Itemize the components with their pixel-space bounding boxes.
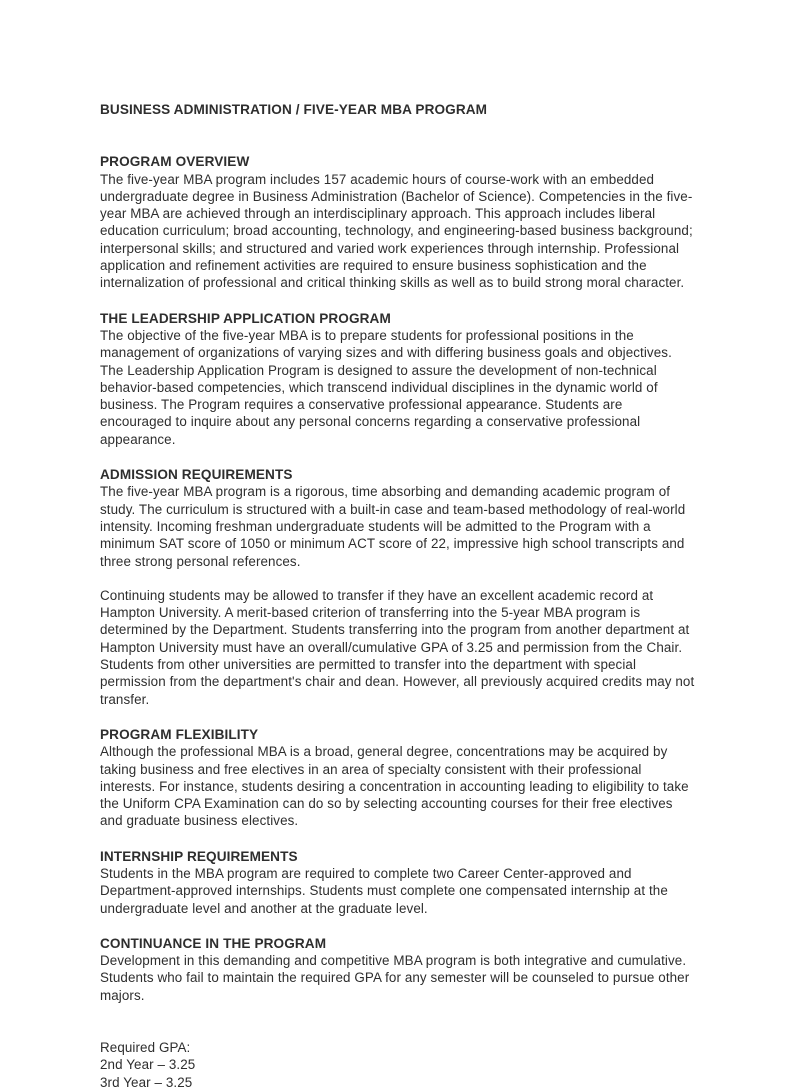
section-continuance-in-the-program [100,935,697,1004]
paragraph: Continuing students may be allowed to transfer if they have an excellent academic record at Hampton University. A merit-based criterion of transferring into the 5-year MBA program is determined by the Department. Students transferring into the program from another department at Hampton University must have an overall/cumulative GPA of 3.25 and permission from the Chair. Students from other universities are permitted to transfer into the department with special permission from the department's chair and dean. However, all previously acquired credits may not transfer. [100,587,695,707]
paragraph: The objective of the five-year MBA is to prepare students for professional positions in the management of organizations of varying sizes and with differing business goals and objectives. The Leadership Application Program is designed to assure the development of non-technical behavior-based competencies, which transcend individual disciplines in the dynamic world of business. The Program requires a conservative professional appearance. Students are encouraged to inquire about any personal concerns regarding a conservative professional appearance. [100,327,672,447]
paragraph: The five-year MBA program is a rigorous, time absorbing and demanding academic program of study. The curriculum is structured with a built-in case and team-based methodology of real-world intensity. Incoming freshman undergraduate students will be admitted to the Program with a minimum SAT score of 1050 or minimum ACT score of 22, impressive high school transcripts and three strong personal references. [100,484,686,569]
section-heading: ADMISSION REQUIREMENTS [100,467,293,483]
paragraph: Students in the MBA program are required to complete two Career Center-approved and Department-approved internships. Students must complete one compensated internship at the undergraduate level and another at the graduate level. [100,865,668,916]
paragraph: Although the professional MBA is a broad, general degree, concentrations may be acquired by taking business and free electives in an area of specialty consistent with their professional interests. For instance, students desiring a concentration in accounting leading to eligibility to take the Uniform CPA Examination can do so by selecting accounting courses for their free electives and graduate business electives. [100,744,689,829]
required-gpa-year3: 3rd Year – 3.25 [100,1074,193,1090]
section-heading: PROGRAM FLEXIBILITY [100,726,259,742]
required-gpa-year2: 2nd Year – 3.25 [100,1057,196,1073]
paragraph: The five-year MBA program includes 157 academic hours of course-work with an embedded undergraduate degree in Business Administration (Bachelor of Science). Competencies in the five-year MBA are achieved through an interdisciplinary approach. This approach includes liberal education curriculum; broad accounting, technology, and engineering-based business background; interpersonal skills; and structured and varied work experiences through internship. Professional application and refinement activities are required to ensure business sophistication and the internalization of professional and critical thinking skills as well as to build strong moral character. [100,171,693,291]
section-internship-requirements [100,848,697,917]
section-heading: THE LEADERSHIP APPLICATION PROGRAM [100,310,391,326]
section-heading: INTERNSHIP REQUIREMENTS [100,848,298,864]
section-heading: PROGRAM OVERVIEW [100,154,250,170]
section-program-flexibility [100,726,697,830]
required-gpa-label: Required GPA: [100,1040,191,1056]
section-program-overview [100,153,697,291]
section-heading: CONTINUANCE IN THE PROGRAM [100,935,327,951]
document-body [100,101,697,1091]
required-gpa-block [100,1039,697,1091]
paragraph: Development in this demanding and competitive MBA program is both integrative and cumulative. Students who fail to maintain the required GPA for any semester will be counseled to pursue other majors. [100,953,690,1003]
section-admission-requirements [100,466,697,708]
document-title: BUSINESS ADMINISTRATION / FIVE-YEAR MBA PROGRAM [100,102,488,117]
section-leadership-application-program [100,310,697,448]
